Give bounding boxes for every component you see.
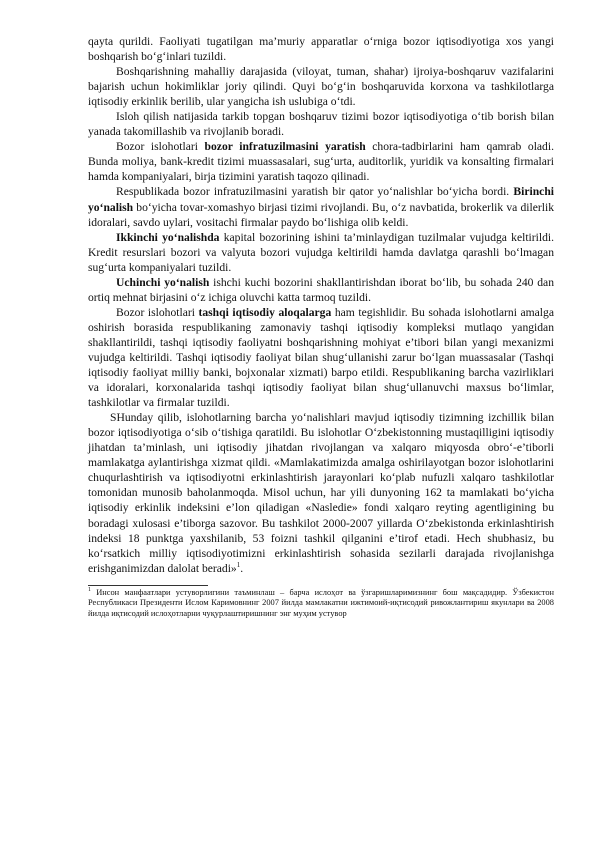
paragraph-8 [88,305,554,410]
paragraph-6-text-c: kapital bozorining ishini ta’minlaydigan tuzilmalar vujudga keltirildi. Kredit resurslari bozori va valyuta bozori vujudga keltirildi hamda davlatga qarashli bo‘lmagan sug‘urta kompaniyalari tuzildi. [88,230,554,274]
paragraph-7-bold: Uchinchi yo‘nalish [116,275,210,289]
paragraph-4-bold: bozor infratuzilmasini yaratish [204,140,366,154]
paragraph-8-text-a: Bozor islohotlari [116,305,199,319]
footnote [88,588,554,619]
paragraph-4-text-c: chora-tadbirlarini ham qamrab oladi. Bunda moliya, bank-kredit tizimi muassasalari, sug‘urta, auditorlik, yuridik va konsalting firmalari hamda kompaniyalari, birja tizimini yaratish taqozo qilinadi. [88,140,554,184]
footnote-divider [88,585,208,586]
paragraph-1: qayta qurildi. Faoliyati tugatilgan ma’muriy apparatlar o‘rniga bozor iqtisodiyotiga xos yangi boshqarish bo‘g‘inlari tuzildi. [88,35,554,64]
paragraph-7 [88,275,554,305]
paragraph-2: Boshqarishning mahalliy darajasida (viloyat, tuman, shahar) ijroiya-boshqaruv vazifalarini bajarish uchun hokimliklar joriy qilindi. Quyi bo‘g‘in boshqaruvida korxona va tashkilotlarga iqtisodiy erkinlik berilib, ular yangicha ish uslubiga o‘tdi. [88,65,554,109]
paragraph-3: Isloh qilish natijasida tarkib topgan boshqaruv tizimi bozor iqtisodiyotiga o‘tib borish bilan yanada takomillashib va rivojlanib boradi. [88,110,554,139]
paragraph-8-text-c: ham tegishlidir. Bu sohada islohotlarni amalga oshirish borasida respublikaning zamonaviy tashqi iqtisodiy kompleksi mutlaqo yangidan shakllantirildi, tashqi iqtisodiy faoliyatni boshqarishning mohiyat e’tibori bilan yangi mexanizmi vujudga keltirildi. Tashqi iqtisodiy faoliyat bilan shug‘ullanishi zarur bo‘lgan muassasalar (Tashqi iqtisodiy faoliyat milliy banki, bojxonalar xizmati) barpo etildi. Respublikaning barcha vazirliklari va idoralari, korxonalarida tashqi iqtisodiy faoliyat bilan shug‘ullanuvchi maxsus bo‘limlar, tashkilotlar va firmalar tuzildi. [88,305,554,410]
footnote-ref[interactable]: 1 [236,560,241,569]
paragraph-9-end: . [240,561,244,575]
document-page [88,34,554,619]
paragraph-4 [88,139,554,184]
paragraph-9 [88,410,554,576]
paragraph-4-text-a: Bozor islohotlari [116,140,205,154]
paragraph-7-text-c: ishchi kuchi bozorini shakllantirishdan iborat bo‘lib, bu sohada 240 dan ortiq mehnat birjasini o‘z ichiga oluvchi katta tarmoq tuzildi. [88,275,554,304]
paragraph-6 [88,230,554,275]
paragraph-5 [88,184,554,229]
paragraph-5-text-a: Respublikada bozor infratuzilmasini yaratish bir qator yo‘nalishlar bo‘yicha bordi. [116,185,514,199]
paragraph-9-text: SHunday qilib, islohotlarning barcha yo‘nalishlari mavjud iqtisodiy tizimning izchillik bilan bozor iqtisodiyotiga o‘sib o‘tishiga qaratildi. Bu islohotlar O‘zbekistonning mustaqilligini iqtisodiy jihatdan ta’minlash, uni iqtisodiy jihatdan rivojlangan va xalqaro miqyosda obro‘-e’tiborli mamlakatga aylantirishga xizmat qildi. «Mamlakatimizda amalga oshirilayotgan bozor islohotlarini chuqurlashtirish va iqtisodiyotni erkinlashtirish jarayonlari ko‘plab nufuzli xalqaro tashkilotlar tomonidan munosib baholanmoqda. Misol uchun, har yili dunyoning 162 ta mamlakati bo‘yicha iqtisodiy erkinlik indeksini e’lon qiladigan «Nasledie» fondi xalqaro reyting agentligining bu boradagi xulosasi e’tiborga sazovor. Bu tashkilot 2000-2007 yillarda O‘zbekistonda erkinlashtirish indeksi 18 punktga yaxshilanib, 53 foizni tashkil qilganini e’tirof etadi. Hech shubhasiz, bu ko‘rsatkich milliy iqtisodiyotimizni erkinlashtirish sohasida sezilarli darajada rivojlanishga erishganimizdan dalolat beradi» [88,411,554,575]
footnote-text: Инсон манфаатлари устуворлигини таъминлаш – барча ислоҳот ва ўзгаришларимизнинг бош мақсадидир. Ўзбекистон Республикаси Президенти Ислом Каримовнинг 2007 йилда мамлакатни ижтимоий-иқтисодий ривожлантириш якунлари ва 2008 йилда иқтисодий ислоҳотларни чуқурлаштиришнинг энг муҳим устувор [88,587,554,618]
paragraph-6-bold: Ikkinchi yo‘nalishda [116,230,220,244]
paragraph-8-bold: tashqi iqtisodiy aloqalarga [198,305,332,319]
footnote-mark: 1 [88,586,91,593]
paragraph-5-text-c: bo‘yicha tovar-xomashyo birjasi tizimi rivojlandi. Bu, o‘z navbatida, brokerlik va dilerlik idoralari, savdo uylari, vositachi firmalar paydo bo‘lishiga olib keldi. [88,200,554,229]
paragraph-5-bold: Birinchi yo‘nalish [88,185,554,214]
